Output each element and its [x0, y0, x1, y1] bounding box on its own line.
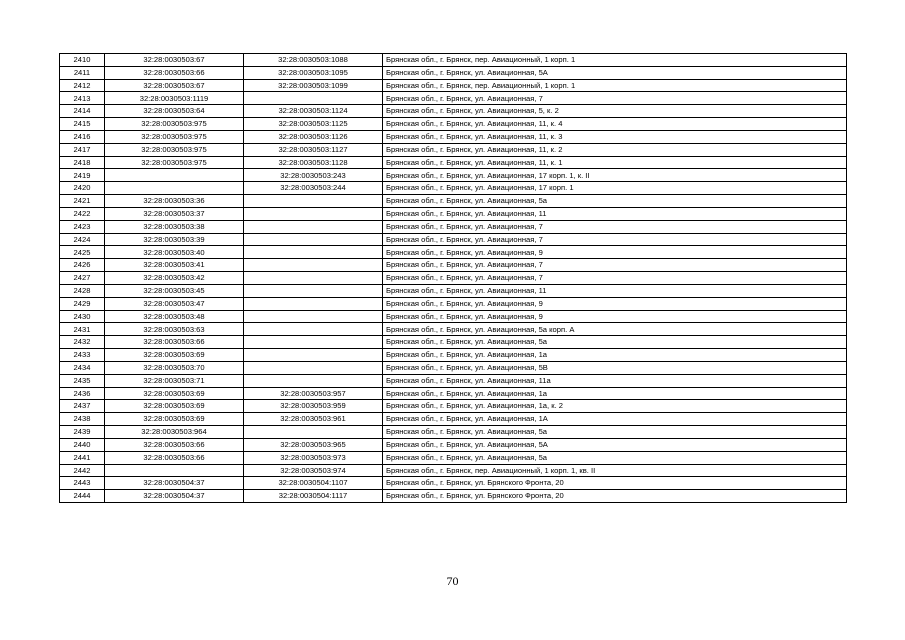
- row-number: 2433: [60, 349, 105, 362]
- cadastral-number-object: 32:28:0030503:961: [244, 413, 383, 426]
- cadastral-number-parcel: 32:28:0030503:66: [105, 336, 244, 349]
- cadastral-number-object: [244, 207, 383, 220]
- row-number: 2414: [60, 105, 105, 118]
- cadastral-number-object: [244, 233, 383, 246]
- row-number: 2428: [60, 284, 105, 297]
- table-row: [60, 361, 847, 374]
- row-number: 2434: [60, 361, 105, 374]
- address: Брянская обл., г. Брянск, ул. Авиационная, 17 корп. 1, к. II: [383, 169, 847, 182]
- cadastral-number-object: [244, 310, 383, 323]
- row-number: 2427: [60, 272, 105, 285]
- table-row: [60, 387, 847, 400]
- cadastral-number-object: [244, 361, 383, 374]
- row-number: 2412: [60, 79, 105, 92]
- cadastral-number-object: 32:28:0030503:244: [244, 182, 383, 195]
- row-number: 2442: [60, 464, 105, 477]
- cadastral-number-parcel: 32:28:0030503:1119: [105, 92, 244, 105]
- row-number: 2443: [60, 477, 105, 490]
- table-row: [60, 156, 847, 169]
- registry-table-body: [60, 54, 847, 503]
- table-row: [60, 400, 847, 413]
- address: Брянская обл., г. Брянск, ул. Авиационная, 5В: [383, 361, 847, 374]
- table-row: [60, 246, 847, 259]
- cadastral-number-object: 32:28:0030503:1088: [244, 54, 383, 67]
- address: Брянская обл., г. Брянск, ул. Авиационная, 9: [383, 297, 847, 310]
- table-row: [60, 195, 847, 208]
- cadastral-number-parcel: 32:28:0030503:69: [105, 400, 244, 413]
- page-number: 70: [446, 574, 459, 588]
- table-row: [60, 336, 847, 349]
- address: Брянская обл., г. Брянск, ул. Авиационная, 5а: [383, 451, 847, 464]
- row-number: 2419: [60, 169, 105, 182]
- row-number: 2430: [60, 310, 105, 323]
- cadastral-number-object: [244, 284, 383, 297]
- table-row: [60, 374, 847, 387]
- table-row: [60, 477, 847, 490]
- cadastral-number-parcel: [105, 182, 244, 195]
- table-row: [60, 259, 847, 272]
- cadastral-number-parcel: 32:28:0030504:37: [105, 477, 244, 490]
- address: Брянская обл., г. Брянск, ул. Авиационная, 1А: [383, 413, 847, 426]
- row-number: 2438: [60, 413, 105, 426]
- cadastral-number-object: [244, 323, 383, 336]
- address: Брянская обл., г. Брянск, ул. Авиационная, 5а: [383, 195, 847, 208]
- cadastral-number-object: [244, 92, 383, 105]
- table-row: [60, 233, 847, 246]
- table-row: [60, 284, 847, 297]
- table-row: [60, 66, 847, 79]
- cadastral-number-object: [244, 246, 383, 259]
- cadastral-number-object: 32:28:0030503:1099: [244, 79, 383, 92]
- table-row: [60, 310, 847, 323]
- table-row: [60, 105, 847, 118]
- address: Брянская обл., г. Брянск, ул. Авиационная, 11, к. 1: [383, 156, 847, 169]
- cadastral-number-object: 32:28:0030503:1125: [244, 118, 383, 131]
- row-number: 2444: [60, 490, 105, 503]
- row-number: 2410: [60, 54, 105, 67]
- address: Брянская обл., г. Брянск, пер. Авиационный, 1 корп. 1: [383, 79, 847, 92]
- address: Брянская обл., г. Брянск, ул. Авиационная, 11: [383, 284, 847, 297]
- cadastral-number-parcel: 32:28:0030503:70: [105, 361, 244, 374]
- table-row: [60, 490, 847, 503]
- cadastral-number-parcel: 32:28:0030503:975: [105, 143, 244, 156]
- address: Брянская обл., г. Брянск, ул. Авиационная, 7: [383, 272, 847, 285]
- address: Брянская обл., г. Брянск, ул. Авиационная, 5а: [383, 336, 847, 349]
- cadastral-number-parcel: 32:28:0030503:39: [105, 233, 244, 246]
- address: Брянская обл., г. Брянск, ул. Авиационная, 7: [383, 259, 847, 272]
- table-row: [60, 438, 847, 451]
- address: Брянская обл., г. Брянск, ул. Брянского Фронта, 20: [383, 477, 847, 490]
- cadastral-number-parcel: 32:28:0030503:36: [105, 195, 244, 208]
- cadastral-number-object: [244, 297, 383, 310]
- row-number: 2432: [60, 336, 105, 349]
- table-row: [60, 323, 847, 336]
- cadastral-number-object: 32:28:0030503:973: [244, 451, 383, 464]
- address: Брянская обл., г. Брянск, ул. Авиационная, 7: [383, 220, 847, 233]
- row-number: 2415: [60, 118, 105, 131]
- cadastral-number-object: [244, 259, 383, 272]
- cadastral-number-object: 32:28:0030503:1126: [244, 130, 383, 143]
- cadastral-number-parcel: 32:28:0030503:964: [105, 426, 244, 439]
- table-row: [60, 413, 847, 426]
- table-row: [60, 297, 847, 310]
- cadastral-number-object: 32:28:0030503:1124: [244, 105, 383, 118]
- cadastral-number-parcel: 32:28:0030503:47: [105, 297, 244, 310]
- row-number: 2436: [60, 387, 105, 400]
- address: Брянская обл., г. Брянск, ул. Авиационная, 5А: [383, 438, 847, 451]
- cadastral-number-parcel: 32:28:0030503:66: [105, 451, 244, 464]
- row-number: 2435: [60, 374, 105, 387]
- cadastral-number-parcel: 32:28:0030503:41: [105, 259, 244, 272]
- address: Брянская обл., г. Брянск, ул. Авиационная, 11: [383, 207, 847, 220]
- cadastral-number-object: [244, 220, 383, 233]
- cadastral-number-parcel: 32:28:0030503:67: [105, 79, 244, 92]
- table-row: [60, 54, 847, 67]
- table-row: [60, 92, 847, 105]
- address: Брянская обл., г. Брянск, ул. Авиационная, 9: [383, 310, 847, 323]
- cadastral-number-parcel: 32:28:0030503:66: [105, 438, 244, 451]
- address: Брянская обл., г. Брянск, ул. Авиационная, 5А: [383, 66, 847, 79]
- table-row: [60, 220, 847, 233]
- address: Брянская обл., г. Брянск, ул. Авиационная, 1а: [383, 349, 847, 362]
- row-number: 2431: [60, 323, 105, 336]
- table-row: [60, 451, 847, 464]
- table-row: [60, 169, 847, 182]
- cadastral-number-parcel: 32:28:0030503:64: [105, 105, 244, 118]
- row-number: 2417: [60, 143, 105, 156]
- row-number: 2411: [60, 66, 105, 79]
- cadastral-number-parcel: 32:28:0030503:37: [105, 207, 244, 220]
- cadastral-number-parcel: 32:28:0030503:69: [105, 413, 244, 426]
- cadastral-number-object: 32:28:0030504:1107: [244, 477, 383, 490]
- table-row: [60, 272, 847, 285]
- table-row: [60, 118, 847, 131]
- cadastral-number-parcel: 32:28:0030503:42: [105, 272, 244, 285]
- cadastral-number-object: 32:28:0030503:243: [244, 169, 383, 182]
- cadastral-number-parcel: 32:28:0030503:63: [105, 323, 244, 336]
- cadastral-number-object: 32:28:0030503:1127: [244, 143, 383, 156]
- address: Брянская обл., г. Брянск, ул. Авиационная, 5, к. 2: [383, 105, 847, 118]
- row-number: 2425: [60, 246, 105, 259]
- address: Брянская обл., г. Брянск, ул. Авиационная, 5а корп. А: [383, 323, 847, 336]
- cadastral-number-parcel: 32:28:0030504:37: [105, 490, 244, 503]
- address: Брянская обл., г. Брянск, ул. Авиационная, 7: [383, 92, 847, 105]
- cadastral-number-object: 32:28:0030503:1128: [244, 156, 383, 169]
- cadastral-number-parcel: 32:28:0030503:45: [105, 284, 244, 297]
- cadastral-number-object: [244, 336, 383, 349]
- cadastral-number-object: [244, 426, 383, 439]
- row-number: 2441: [60, 451, 105, 464]
- row-number: 2420: [60, 182, 105, 195]
- cadastral-number-object: [244, 374, 383, 387]
- table-row: [60, 79, 847, 92]
- cadastral-number-parcel: 32:28:0030503:69: [105, 387, 244, 400]
- table-row: [60, 182, 847, 195]
- cadastral-number-object: 32:28:0030503:965: [244, 438, 383, 451]
- row-number: 2416: [60, 130, 105, 143]
- cadastral-number-parcel: 32:28:0030503:975: [105, 130, 244, 143]
- address: Брянская обл., г. Брянск, ул. Авиационная, 1а, к. 2: [383, 400, 847, 413]
- cadastral-number-object: [244, 349, 383, 362]
- cadastral-number-parcel: 32:28:0030503:66: [105, 66, 244, 79]
- table-row: [60, 464, 847, 477]
- address: Брянская обл., г. Брянск, пер. Авиационный, 1 корп. 1, кв. II: [383, 464, 847, 477]
- cadastral-number-parcel: 32:28:0030503:71: [105, 374, 244, 387]
- row-number: 2440: [60, 438, 105, 451]
- cadastral-number-parcel: 32:28:0030503:975: [105, 156, 244, 169]
- address: Брянская обл., г. Брянск, ул. Авиационная, 7: [383, 233, 847, 246]
- address: Брянская обл., г. Брянск, ул. Авиационная, 11, к. 4: [383, 118, 847, 131]
- cadastral-number-object: [244, 272, 383, 285]
- cadastral-number-object: 32:28:0030503:959: [244, 400, 383, 413]
- cadastral-number-parcel: 32:28:0030503:38: [105, 220, 244, 233]
- address: Брянская обл., г. Брянск, ул. Авиационная, 9: [383, 246, 847, 259]
- table-row: [60, 426, 847, 439]
- cadastral-number-parcel: [105, 169, 244, 182]
- cadastral-number-object: 32:28:0030503:1095: [244, 66, 383, 79]
- table-row: [60, 207, 847, 220]
- row-number: 2429: [60, 297, 105, 310]
- address: Брянская обл., г. Брянск, ул. Авиационная, 1а: [383, 387, 847, 400]
- address: Брянская обл., г. Брянск, ул. Брянского Фронта, 20: [383, 490, 847, 503]
- address: Брянская обл., г. Брянск, ул. Авиационная, 11а: [383, 374, 847, 387]
- cadastral-number-parcel: 32:28:0030503:67: [105, 54, 244, 67]
- cadastral-number-parcel: 32:28:0030503:48: [105, 310, 244, 323]
- cadastral-number-parcel: 32:28:0030503:975: [105, 118, 244, 131]
- registry-table: [59, 53, 847, 503]
- address: Брянская обл., г. Брянск, ул. Авиационная, 17 корп. 1: [383, 182, 847, 195]
- address: Брянская обл., г. Брянск, пер. Авиационный, 1 корп. 1: [383, 54, 847, 67]
- row-number: 2422: [60, 207, 105, 220]
- row-number: 2424: [60, 233, 105, 246]
- row-number: 2423: [60, 220, 105, 233]
- table-row: [60, 349, 847, 362]
- address: Брянская обл., г. Брянск, ул. Авиационная, 5а: [383, 426, 847, 439]
- table-row: [60, 143, 847, 156]
- cadastral-number-parcel: [105, 464, 244, 477]
- cadastral-number-object: [244, 195, 383, 208]
- address: Брянская обл., г. Брянск, ул. Авиационная, 11, к. 3: [383, 130, 847, 143]
- cadastral-number-object: 32:28:0030504:1117: [244, 490, 383, 503]
- row-number: 2426: [60, 259, 105, 272]
- table-row: [60, 130, 847, 143]
- cadastral-number-object: 32:28:0030503:957: [244, 387, 383, 400]
- row-number: 2439: [60, 426, 105, 439]
- cadastral-number-parcel: 32:28:0030503:40: [105, 246, 244, 259]
- cadastral-number-parcel: 32:28:0030503:69: [105, 349, 244, 362]
- cadastral-number-object: 32:28:0030503:974: [244, 464, 383, 477]
- row-number: 2437: [60, 400, 105, 413]
- row-number: 2413: [60, 92, 105, 105]
- address: Брянская обл., г. Брянск, ул. Авиационная, 11, к. 2: [383, 143, 847, 156]
- row-number: 2421: [60, 195, 105, 208]
- row-number: 2418: [60, 156, 105, 169]
